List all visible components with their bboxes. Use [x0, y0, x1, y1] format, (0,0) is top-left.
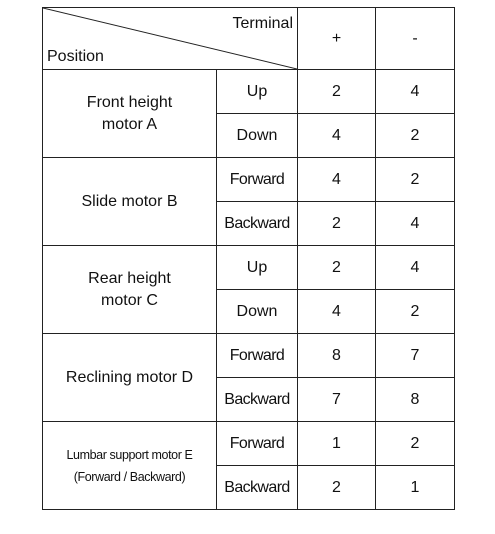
minus-value: 2 — [376, 290, 455, 334]
motor-label-slide — [43, 158, 217, 246]
plus-value: 4 — [298, 290, 376, 334]
motor-label-line: Lumbar support motor E — [66, 447, 193, 462]
plus-value: 2 — [298, 202, 376, 246]
terminal-header-label: Terminal — [232, 15, 293, 32]
plus-value: 4 — [298, 114, 376, 158]
direction-cell: Backward — [217, 202, 298, 246]
direction-cell: Down — [217, 114, 298, 158]
direction-cell: Down — [217, 290, 298, 334]
minus-value: 8 — [376, 378, 455, 422]
minus-header: - — [376, 8, 455, 70]
motor-label-line: Rear height — [88, 269, 171, 287]
minus-value: 2 — [376, 114, 455, 158]
minus-value: 2 — [376, 422, 455, 466]
position-header-label: Position — [47, 48, 104, 65]
table-row — [43, 158, 455, 202]
direction-cell: Forward — [217, 422, 298, 466]
plus-value: 2 — [298, 466, 376, 510]
plus-value: 2 — [298, 70, 376, 114]
direction-cell: Up — [217, 246, 298, 290]
minus-value: 7 — [376, 334, 455, 378]
plus-header: + — [298, 8, 376, 70]
motor-label-reclining — [43, 334, 217, 422]
minus-value: 4 — [376, 70, 455, 114]
motor-label-line: (Forward / Backward) — [73, 469, 186, 484]
diagonal-header-cell — [43, 8, 298, 70]
direction-cell: Backward — [217, 466, 298, 510]
direction-cell: Forward — [217, 334, 298, 378]
table-row — [43, 422, 455, 466]
direction-cell: Forward — [217, 158, 298, 202]
motor-label-line: motor A — [101, 115, 158, 133]
direction-cell: Up — [217, 70, 298, 114]
plus-value: 2 — [298, 246, 376, 290]
header-row — [43, 8, 455, 70]
motor-label-line: Reclining motor D — [65, 368, 194, 386]
plus-value: 8 — [298, 334, 376, 378]
plus-value: 7 — [298, 378, 376, 422]
table-row — [43, 334, 455, 378]
table-row — [43, 70, 455, 114]
motor-label-line: Front height — [86, 93, 173, 111]
motor-label-front-height — [43, 70, 217, 158]
motor-label-rear-height — [43, 246, 217, 334]
terminal-table-wrapper — [42, 7, 455, 510]
minus-value: 1 — [376, 466, 455, 510]
minus-value: 4 — [376, 202, 455, 246]
plus-value: 4 — [298, 158, 376, 202]
direction-cell: Backward — [217, 378, 298, 422]
motor-label-lumbar-support — [43, 422, 217, 510]
minus-value: 2 — [376, 158, 455, 202]
plus-value: 1 — [298, 422, 376, 466]
minus-value: 4 — [376, 246, 455, 290]
terminal-table — [42, 7, 455, 510]
motor-label-line: motor C — [101, 291, 158, 309]
table-row — [43, 246, 455, 290]
motor-label-line: Slide motor B — [81, 192, 178, 210]
